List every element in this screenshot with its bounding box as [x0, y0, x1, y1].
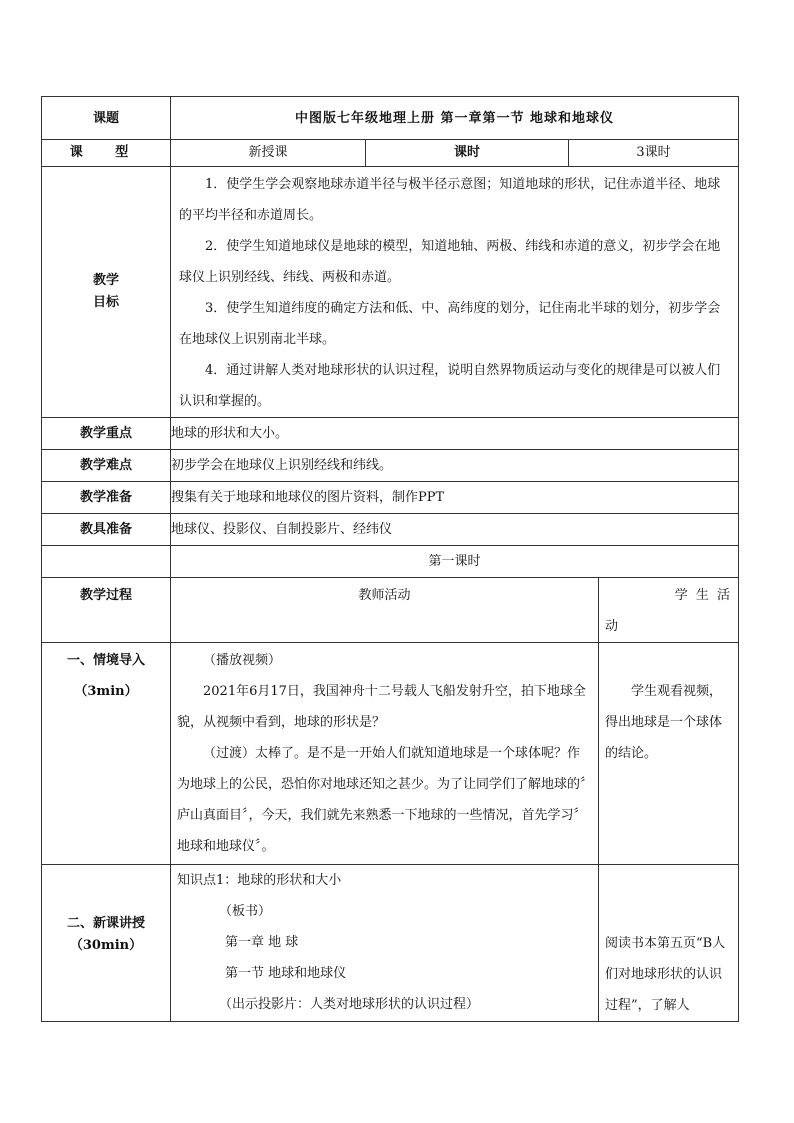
stage2-teacher-line-3: 第一章 地 球: [225, 935, 299, 950]
objectives-label: [42, 167, 171, 418]
lesson-plan-table: [41, 96, 739, 1022]
topic-label: 课题: [42, 97, 171, 140]
lesson-title: 中图版七年级地理上册 第一章第一节 地球和地球仪: [171, 97, 739, 140]
key-point-row: [42, 418, 739, 450]
objective-item-1: 1．使学生学会观察地球赤道半径与极半径示意图；知道地球的形状，记住赤道半径、地球的平均半径和赤道周长。: [179, 177, 721, 223]
process-header-row: [42, 578, 739, 643]
tools-label: 教具准备: [42, 514, 171, 546]
stage1-row: [42, 643, 739, 865]
student-activity-header: [599, 578, 739, 643]
stage2-student-activity: [599, 865, 739, 1022]
stage2-teacher-activity: [171, 865, 599, 1022]
objectives-label-line2: 目标: [92, 295, 119, 310]
stage1-title-cell: [42, 643, 171, 865]
objectives-label-line1: 教学: [92, 273, 119, 288]
session-label: 第一课时: [171, 546, 739, 578]
objective-item-2: 2．使学生知道地球仪是地球的模型，知道地轴、两极、纬线和赤道的意义，初步学会在地球仪上识别经线、纬线、两极和赤道。: [179, 239, 721, 285]
preparation-label: 教学准备: [42, 482, 171, 514]
hours-value: 3课时: [569, 140, 739, 167]
session-blank-cell: [42, 546, 171, 578]
stage2-teacher-line-2: （板书）: [219, 904, 272, 919]
stage1-teacher-line-2: 2021年6月17日，我国神舟十二号载人飞船发射升空，拍下地球全貌，从视频中看到，地球的形状是？: [177, 684, 586, 730]
tools-row: [42, 514, 739, 546]
stage1-teacher-activity: [171, 643, 599, 865]
key-point-value: 地球的形状和大小。: [171, 418, 739, 450]
type-label: 课 型: [42, 140, 171, 167]
tools-value: 地球仪、投影仪、自制投影片、经纬仪: [171, 514, 739, 546]
stage2-student-text: 阅读书本第五页“B人们对地球形状的认识过程”，了解人: [605, 936, 726, 1013]
type-value: 新授课: [171, 140, 366, 167]
objectives-content: [171, 167, 739, 418]
stage2-teacher-line-4: 第一节 地球和地球仪: [225, 966, 347, 981]
student-header-line1: 学 生 活: [674, 588, 732, 603]
type-row: [42, 140, 739, 167]
objective-item-3: 3．使学生知道纬度的确定方法和低、中、高纬度的划分，记住南北半球的划分，初步学会在地球仪上识别南北半球。: [179, 301, 721, 347]
difficulty-value: 初步学会在地球仪上识别经线和纬线。: [171, 450, 739, 482]
stage2-title-cell: [42, 865, 171, 1022]
stage1-student-text: 学生观看视频，得出地球是一个球体的结论。: [605, 684, 723, 761]
stage1-teacher-line-3: （过渡）太棒了。是不是一开始人们就知道地球是一个球体呢？作为地球上的公民，恐怕你对地球还知之甚少。为了让同学们了解地球的〞庐山真面目〞，今天，我们就先来熟悉一下地球的一些情况，首先学习〞地球和地球仪〞。: [177, 746, 587, 854]
stage2-teacher-line-1: 知识点1：地球的形状和大小: [177, 873, 342, 888]
stage2-teacher-line-5: （出示投影片：人类对地球形状的认识过程）: [219, 997, 480, 1012]
difficulty-row: [42, 450, 739, 482]
stage1-title: 一、情境导入: [66, 653, 145, 668]
session-row: [42, 546, 739, 578]
stage1-time: （3min）: [74, 684, 138, 699]
stage1-teacher-line-1: （播放视频）: [203, 653, 282, 668]
teacher-activity-header: 教师活动: [171, 578, 599, 643]
process-label: 教学过程: [42, 578, 171, 643]
difficulty-label: 教学难点: [42, 450, 171, 482]
preparation-row: [42, 482, 739, 514]
student-header-line2: 动: [605, 619, 619, 634]
stage1-student-activity: [599, 643, 739, 865]
hours-label: 课时: [366, 140, 569, 167]
objective-item-4: 4．通过讲解人类对地球形状的认识过程，说明自然界物质运动与变化的规律是可以被人们认识和掌握的。: [179, 363, 721, 409]
preparation-value: 搜集有关于地球和地球仪的图片资料，制作PPT: [171, 482, 739, 514]
stage2-title: 二、新课讲授: [66, 916, 145, 931]
topic-row: [42, 97, 739, 140]
stage2-row: [42, 865, 739, 1022]
objectives-row: [42, 167, 739, 418]
key-point-label: 教学重点: [42, 418, 171, 450]
stage2-time: （30min）: [69, 938, 143, 953]
